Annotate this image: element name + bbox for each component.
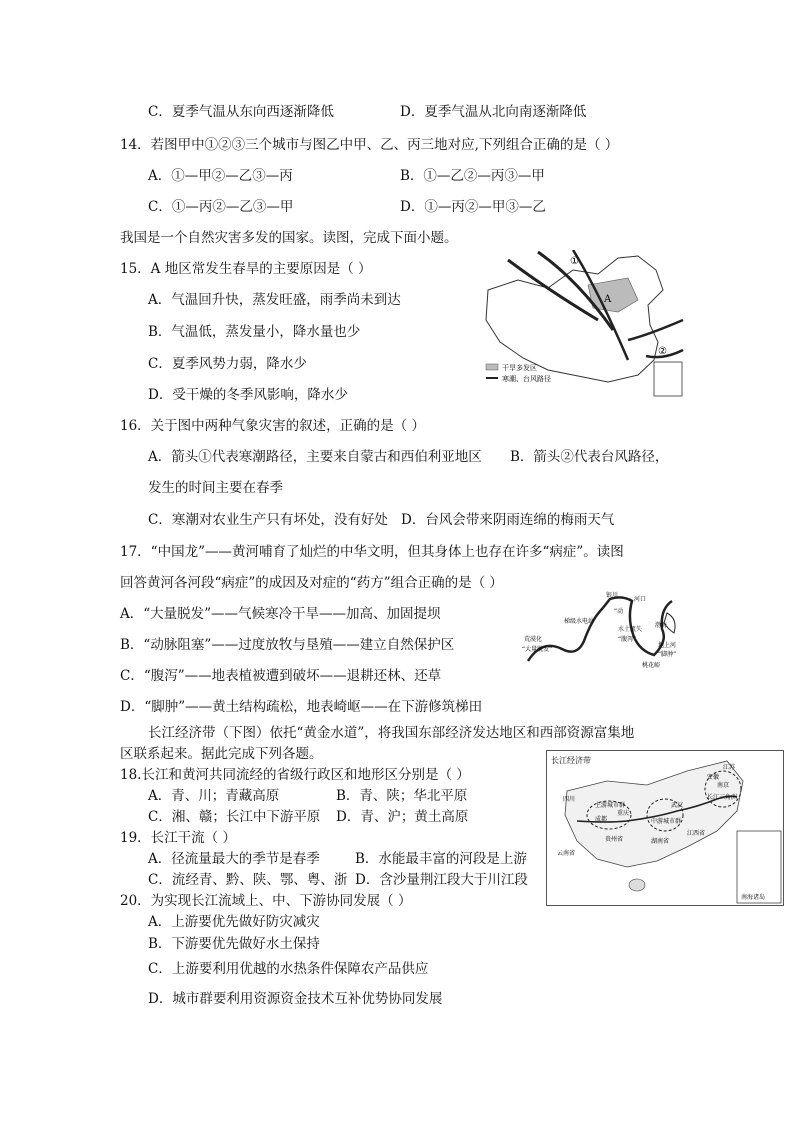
q14-option-b: B．①—乙②—丙③—甲 xyxy=(400,168,545,184)
q15-option-c: C．夏季风势力弱，降水少 xyxy=(148,356,307,372)
q13-option-c: C．夏季气温从东向西逐渐降低 xyxy=(148,104,334,120)
q16-option-d: D．台风会带来阴雨连绵的梅雨天气 xyxy=(401,512,615,528)
q20-option-a: A．上游要优先做好防灾减灾 xyxy=(148,914,320,930)
legend-drought: 干旱多发区 xyxy=(502,364,537,372)
q18-option-d: D．青、沪；黄土高原 xyxy=(336,809,469,825)
q16-option-b-2: 发生的时间主要在春季 xyxy=(148,480,283,496)
disaster-map xyxy=(478,250,686,408)
arrow-1-label: ① xyxy=(570,256,579,267)
label-yunnan: 云南省 xyxy=(557,850,576,857)
label-hydro: 梯级水电站 xyxy=(564,618,595,625)
q20-stem: 20．为实现长江流域上、中、下游协同发展（ ） xyxy=(120,893,412,909)
intro-yangtze-1: 长江经济带（下图）依托“黄金水道”，将我国东部经济发达地区和西部资源富集地 xyxy=(148,725,635,741)
q13-option-d: D．夏季气温从北向南逐渐降低 xyxy=(400,104,587,120)
label-desert-1: 荒漠化 xyxy=(524,636,543,643)
label-xiayou: 长江三角洲 xyxy=(707,794,738,801)
label-chongqing: 重庆 xyxy=(617,810,630,817)
q17-option-b: B．“动脉阻塞”——过度放牧与垦殖——建立自然保护区 xyxy=(120,637,455,653)
q14-stem: 14．若图甲中①②③三个城市与图乙中甲、乙、丙三地对应,下列组合正确的是（ ） xyxy=(120,137,619,153)
label-wuhan: 武汉 xyxy=(671,802,684,809)
q14-option-d: D．①—丙②—甲③—乙 xyxy=(400,199,546,215)
q17-stem-2: 回答黄河各河段“病症”的成因及对症的“药方”组合正确的是（ ） xyxy=(120,575,503,591)
q18-option-c: C．湘、赣；长江中下游平原 xyxy=(148,809,321,825)
label-down-1: 地上河 xyxy=(658,642,677,649)
q20-option-d: D．城市群要利用资源资金技术互补优势协同发展 xyxy=(148,991,443,1007)
q15-option-a: A．气温回升快，蒸发旺盛，雨季尚未到达 xyxy=(148,292,401,308)
label-nanjing: 南京 xyxy=(717,782,730,789)
yangtze-map xyxy=(546,750,784,906)
label-hunan: 湖南省 xyxy=(651,838,670,845)
q19-option-c: C．流经青、黔、陕、鄂、粤、浙 xyxy=(148,872,348,888)
q20-option-b: B．下游要优先做好水土保持 xyxy=(148,936,320,952)
arrow-2-label: ② xyxy=(658,346,667,357)
q15-option-d: D．受干燥的冬季风影响，降水少 xyxy=(148,387,348,403)
label-jiangsu: 江苏 xyxy=(723,764,736,771)
q16-stem: 16．关于图中两种气象灾害的叙述，正确的是（ ） xyxy=(120,418,425,434)
label-down-2: “脚肿” xyxy=(658,651,677,658)
label-taohuayu: 桃花峪 xyxy=(642,662,661,669)
q19-option-a: A．径流量最大的季节是春季 xyxy=(148,851,320,867)
intro-disaster: 我国是一个自然灾害多发的国家。读图，完成下面小题。 xyxy=(120,230,458,246)
label-dong: “动 xyxy=(614,608,624,615)
label-desert-2: “大量脱发” xyxy=(522,646,553,653)
yellow-river-map xyxy=(522,589,682,671)
yangtze-map-title: 长江经济带 xyxy=(551,756,591,765)
label-a: A xyxy=(604,294,612,305)
q17-option-d: D．“脚肿”——黄土结构疏松，地表崎岖——在下游修筑梯田 xyxy=(120,699,483,715)
label-bohai: 渤海 xyxy=(655,622,668,629)
q14-option-a: A．①—甲②—乙③—丙 xyxy=(148,168,293,184)
legend-paths: 寒潮、台风路径 xyxy=(502,375,551,383)
q18-option-b: B．青、陕；华北平原 xyxy=(336,788,468,804)
q18-option-a: A．青、川；青藏高原 xyxy=(148,788,280,804)
intro-yangtze-2: 区联系起来。据此完成下列各题。 xyxy=(120,746,323,762)
q17-option-a: A．“大量脱发”——气候寒冷干旱——加高、加固提坝 xyxy=(120,606,441,622)
q19-option-b: B．水能最丰富的河段是上游 xyxy=(355,851,527,867)
q17-stem-1: 17．“中国龙”——黄河哺育了灿烂的中华文明，但其身体上也存在许多“病症”。读图 xyxy=(120,544,624,560)
label-midstream: 水土流失 xyxy=(618,626,643,633)
q16-option-c: C．寒潮对农业生产只有坏处，没有好处 xyxy=(148,512,388,528)
label-hekou: 河口 xyxy=(634,596,647,603)
q20-option-c: C．上游要利用优越的水热条件保障农产品供应 xyxy=(148,961,429,977)
label-jiangxi: 江西省 xyxy=(687,830,706,837)
q16-option-a: A．箭头①代表寒潮路径，主要来自蒙古和西伯利亚地区 xyxy=(148,449,482,465)
label-zhongyou: 中游城市群 xyxy=(651,818,682,825)
q15-stem: 15．A 地区常发生春旱的主要原因是（ ） xyxy=(120,261,372,277)
q14-option-c: C．①—丙②—乙③—甲 xyxy=(148,199,294,215)
label-anhui: 安徽 xyxy=(707,774,720,781)
q18-stem: 18.长江和黄河共同流经的省级行政区和地形区分别是（ ） xyxy=(120,767,470,783)
label-nanhai: 南海诸岛 xyxy=(741,894,766,901)
q15-option-b: B．气温低，蒸发量小，降水量也少 xyxy=(148,324,361,340)
label-chengdu: 成都 xyxy=(595,816,608,823)
label-yinchuan: 银川 xyxy=(606,592,619,599)
label-guizhou: 贵州省 xyxy=(605,836,624,843)
label-sichuan: 四川 xyxy=(563,796,576,803)
label-shangyou: 上游城市群 xyxy=(595,802,626,809)
label-fuxie: “腹泻” xyxy=(618,636,637,643)
q17-option-c: C．“腹泻”——地表植被遭到破坏——退耕还林、还草 xyxy=(120,668,442,684)
q19-option-d: D．含沙量荆江段大于川江段 xyxy=(355,872,528,888)
q19-stem: 19．长江干流（ ） xyxy=(120,830,236,846)
q16-option-b-1: B．箭头②代表台风路径， xyxy=(510,449,669,465)
